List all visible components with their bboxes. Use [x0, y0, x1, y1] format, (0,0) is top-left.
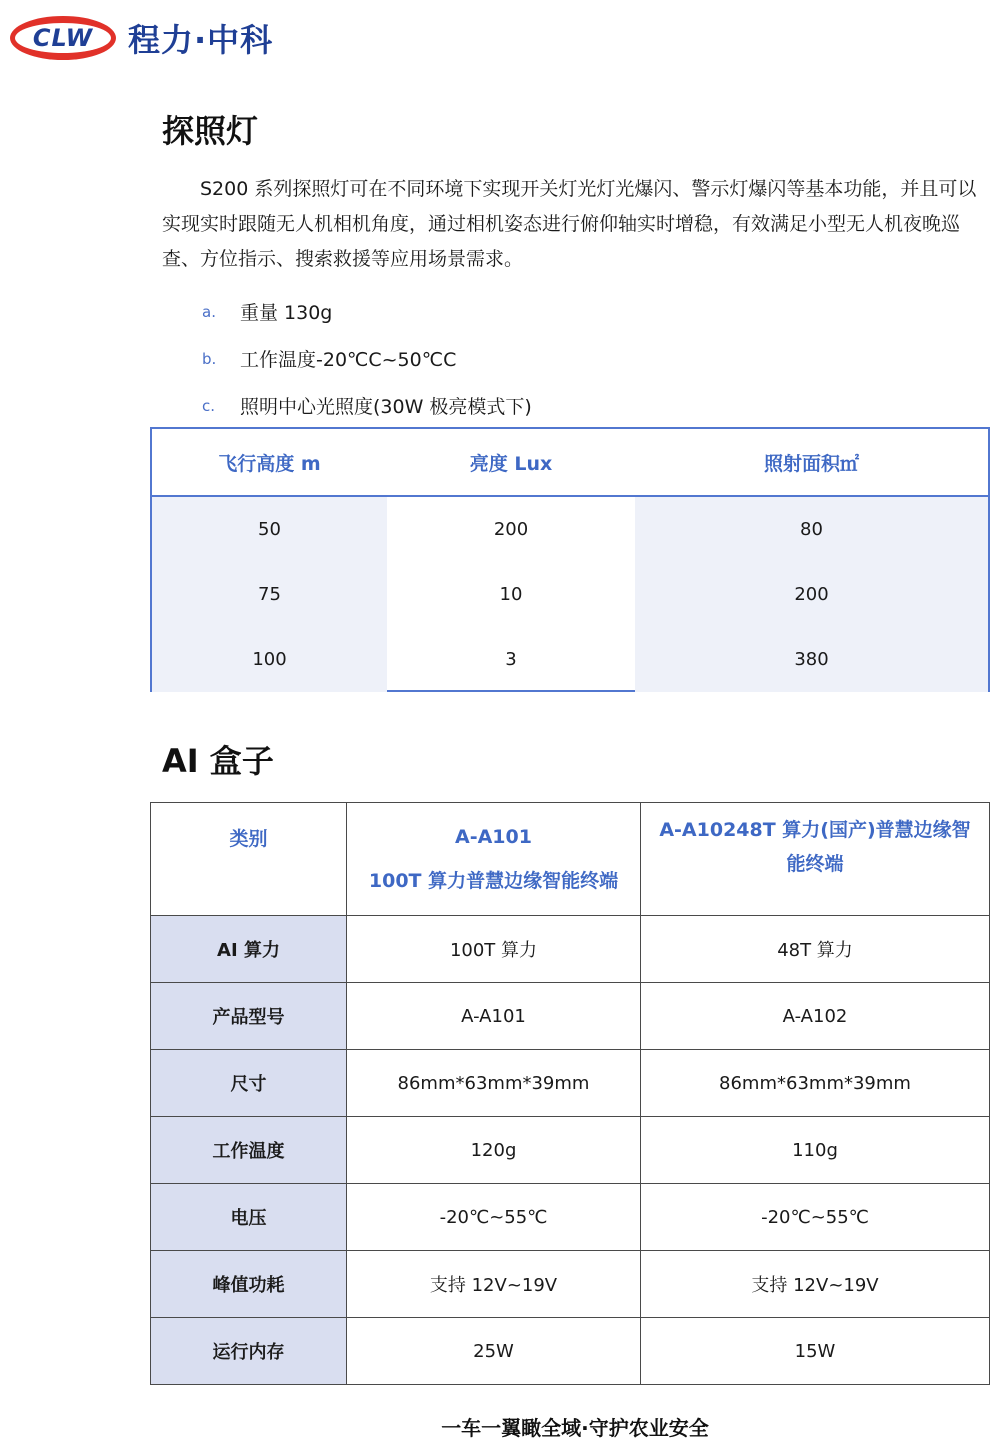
table-cell: 200	[493, 519, 529, 540]
header-cell: 亮度 Lux	[469, 452, 553, 475]
table-cell: 支持 12V~19V	[347, 1251, 641, 1318]
spec-list	[202, 288, 532, 429]
searchlight-description: S200 系列探照灯可在不同环境下实现开关灯光灯光爆闪、警示灯爆闪等基本功能，并且可以实现实时跟随无人机相机角度，通过相机姿态进行俯仰轴实时增稳，有效满足小型无人机夜晚巡查、方位指示、搜索救援等应用场景需求。	[162, 178, 977, 270]
list-text: 重量 130g	[240, 302, 333, 324]
logo-mark-text: CLW	[32, 24, 94, 52]
header-model: A-A101	[455, 826, 532, 848]
table-cell: 110g	[641, 1117, 990, 1184]
list-item	[202, 288, 532, 335]
list-marker: c.	[202, 396, 216, 415]
ai-box-spec-table	[150, 802, 990, 1385]
table-cell: -20℃~55℃	[641, 1184, 990, 1251]
header-cell	[641, 803, 990, 916]
table-cell: 86mm*63mm*39mm	[347, 1050, 641, 1117]
table-cell: 支持 12V~19V	[641, 1251, 990, 1318]
header-cell	[151, 803, 347, 916]
table-row	[151, 1050, 990, 1117]
table-row	[151, 983, 990, 1050]
table-row	[151, 916, 990, 983]
table-cell: 15W	[641, 1318, 990, 1385]
section-title-searchlight: 探照灯	[162, 112, 259, 150]
table-cell: -20℃~55℃	[347, 1184, 641, 1251]
header-category: 类别	[229, 827, 268, 850]
table-cell: 48T 算力	[641, 916, 990, 983]
row-label: 电压	[151, 1184, 347, 1251]
table-cell: A-A101	[347, 983, 641, 1050]
table-cell: A-A102	[641, 983, 990, 1050]
table-column	[152, 497, 387, 692]
illumination-table	[150, 427, 990, 692]
table-cell: 86mm*63mm*39mm	[641, 1050, 990, 1117]
list-item	[202, 382, 532, 429]
table-cell: 100	[252, 649, 287, 670]
table-column	[387, 497, 635, 692]
row-label: 运行内存	[151, 1318, 347, 1385]
table-cell: 75	[258, 584, 281, 605]
list-item	[202, 335, 532, 382]
table-row	[151, 1117, 990, 1184]
header-model-description: A-A10248T 算力(国产)普慧边缘智能终端	[659, 819, 971, 875]
table-row	[151, 1184, 990, 1251]
table-cell: 80	[800, 519, 823, 540]
header-cell	[347, 803, 641, 916]
table-column	[635, 497, 988, 692]
row-label: AI 算力	[151, 916, 347, 983]
table-cell: 120g	[347, 1117, 641, 1184]
list-marker: a.	[202, 302, 216, 321]
table-cell: 50	[258, 519, 281, 540]
table-cell: 200	[794, 584, 829, 605]
table-row	[151, 1251, 990, 1318]
section-title-ai-box: AI 盒子	[162, 742, 274, 780]
list-marker: b.	[202, 349, 217, 368]
logo-mark	[10, 16, 116, 60]
row-label: 峰值功耗	[151, 1251, 347, 1318]
table-cell: 380	[794, 649, 829, 670]
logo-brand-name: 程力·中科	[128, 21, 274, 59]
table-header-row	[151, 803, 990, 916]
row-label: 产品型号	[151, 983, 347, 1050]
list-text: 工作温度-20℃C~50℃C	[240, 349, 457, 371]
list-text: 照明中心光照度(30W 极亮模式下)	[240, 396, 532, 418]
table-cell: 100T 算力	[347, 916, 641, 983]
table-body	[152, 497, 988, 692]
footer-slogan: 一车一翼瞰全域·守护农业安全	[441, 1416, 709, 1440]
table-cell: 3	[505, 649, 517, 670]
table-header	[152, 429, 988, 497]
table-cell: 25W	[347, 1318, 641, 1385]
company-logo	[10, 12, 273, 64]
table-cell: 10	[499, 584, 523, 605]
row-label: 尺寸	[151, 1050, 347, 1117]
header-cell: 飞行高度 m	[218, 452, 321, 475]
row-label: 工作温度	[151, 1117, 347, 1184]
table-row	[151, 1318, 990, 1385]
header-description: 100T 算力普慧边缘智能终端	[368, 870, 619, 892]
header-cell: 照射面积㎡	[763, 452, 859, 475]
